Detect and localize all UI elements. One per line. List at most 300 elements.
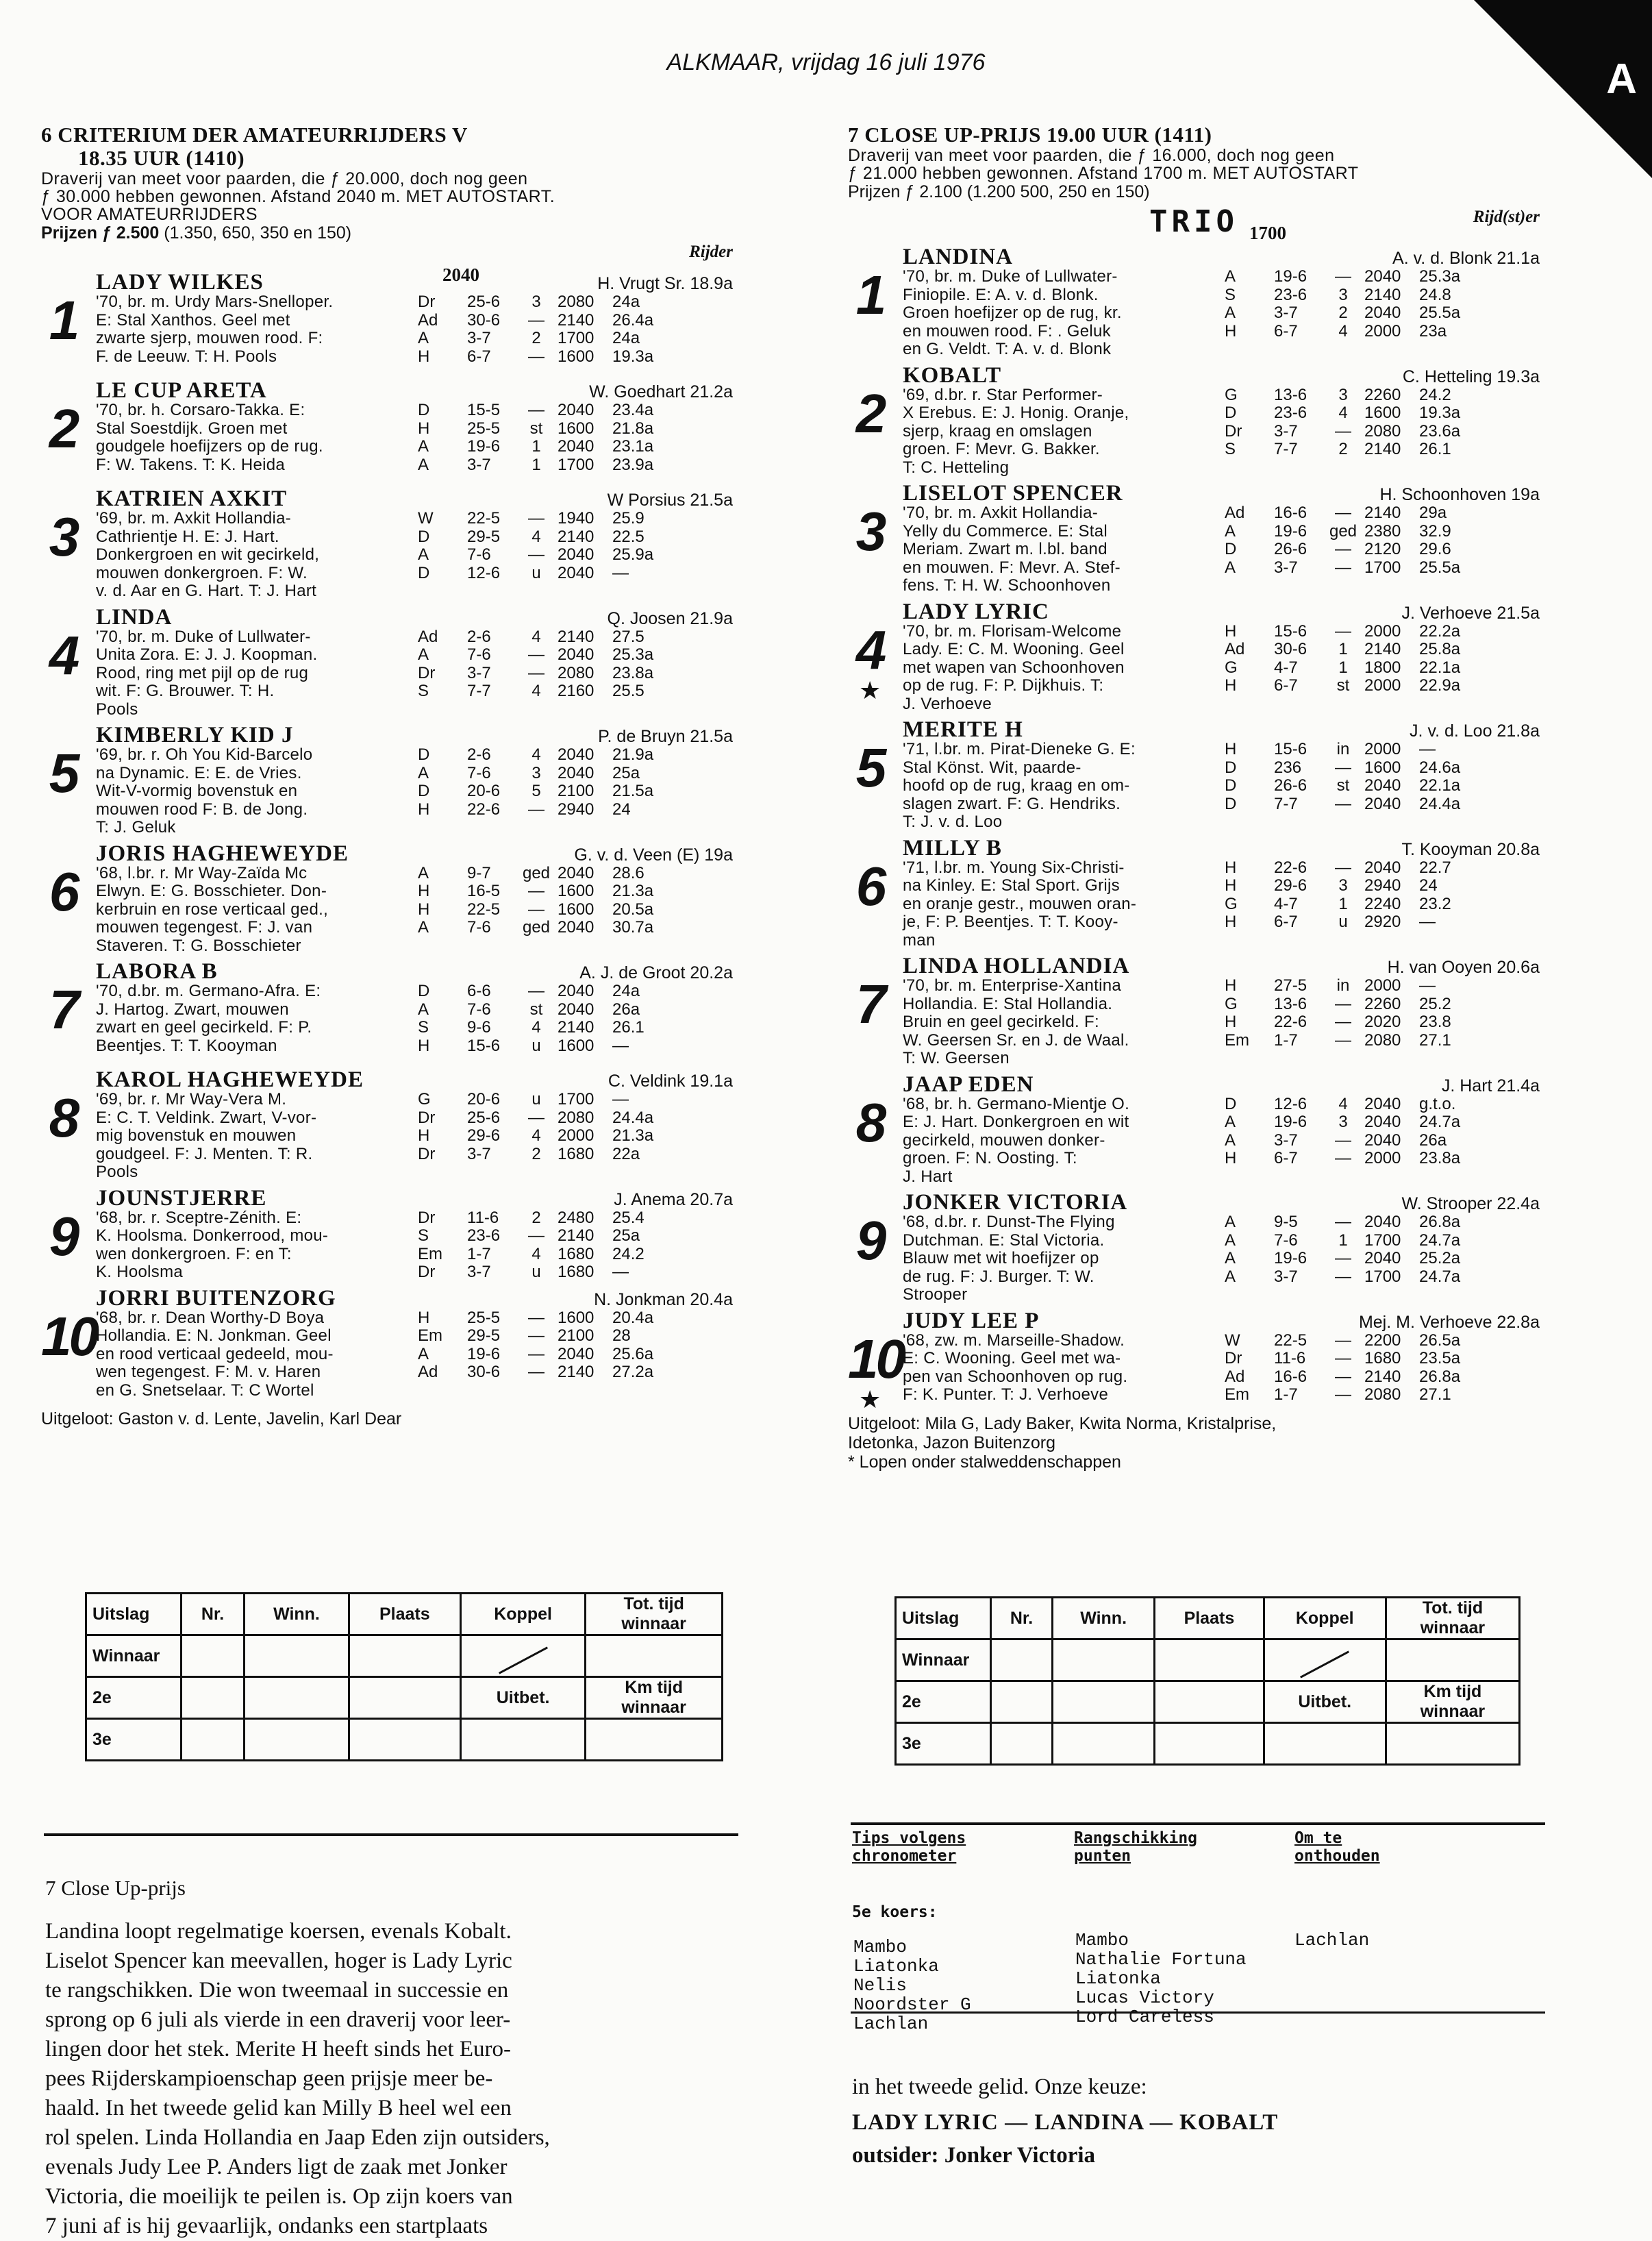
form-cell: 4 [1338, 404, 1348, 422]
form-cell: st [529, 419, 543, 438]
form-cell: A [418, 1344, 429, 1363]
horse-name: LABORA B [96, 959, 218, 984]
col-uitslag: Uitslag [86, 1594, 182, 1635]
form-row [1225, 504, 1540, 523]
form-cell: — [1335, 421, 1351, 441]
form-cell: A [1225, 521, 1236, 541]
form-cell: G [1225, 385, 1238, 404]
horse-details [96, 401, 733, 474]
tip-item: Mambo [853, 1937, 908, 1957]
form-cell: H [418, 800, 430, 819]
horse-header [96, 1186, 733, 1209]
form-row [418, 1309, 733, 1328]
form-cell: 29-5 [467, 1326, 501, 1345]
form-cell: H [1225, 321, 1237, 341]
form-cell: 1600 [558, 882, 595, 900]
horse-details [96, 628, 733, 719]
form-cell: Ad [418, 310, 438, 330]
form-cell: D [418, 782, 430, 800]
form-cell: G [418, 1090, 431, 1109]
divider-left [44, 1833, 738, 1836]
form-cell: 2020 [1364, 1013, 1401, 1031]
form-cell: 2 [531, 1208, 541, 1227]
form-cell: 3 [1338, 285, 1348, 304]
form-cell: 6-7 [1274, 321, 1298, 341]
form-cell: 11-6 [467, 1208, 499, 1227]
form-cell: 16-6 [1274, 504, 1307, 522]
form-cell: H [1225, 913, 1237, 931]
cell[interactable] [182, 1635, 245, 1677]
description-line: Staveren. T: G. Bosschieter [96, 936, 301, 955]
description-line: mouwen tegengest. F: J. van [96, 918, 313, 937]
form-cell: 2040 [558, 1344, 595, 1363]
form-cell: — [1335, 504, 1351, 522]
form-cell: 1700 [558, 455, 595, 474]
horse-header [903, 717, 1540, 741]
tips-chronometer-list [853, 1937, 971, 2033]
row-2e: 2e [86, 1677, 182, 1719]
description-line: '70, br. m. Duke of Lullwater- [96, 627, 311, 646]
form-cell: H [1225, 858, 1237, 877]
form-row [1225, 1150, 1540, 1168]
horse-entry [848, 717, 1540, 832]
form-cell: 2040 [1364, 1094, 1401, 1113]
form-cell: 2 [531, 1144, 541, 1163]
form-cell: 2160 [558, 682, 595, 700]
rider-and-record: J. Anema 20.7a [614, 1189, 733, 1209]
form-cell: 1-7 [1274, 1385, 1298, 1404]
form-cell: 3 [1338, 385, 1348, 404]
description-line: '71, l.br. m. Pirat-Dieneke G. E: [903, 740, 1136, 758]
form-row [1225, 1332, 1540, 1350]
form-cell: Dr [418, 1144, 436, 1163]
form-cell: H [418, 900, 430, 919]
form-row [418, 528, 733, 547]
form-cell: 26.8a [1419, 1367, 1461, 1386]
form-cell: 28.6 [612, 863, 644, 882]
horse-description [96, 401, 418, 474]
description-line: '70, br. m. Enterprise-Xantina [903, 976, 1122, 995]
form-row [418, 1263, 733, 1282]
form-cell: 25.5 [612, 682, 644, 700]
form-cell: H [418, 1308, 430, 1327]
form-cell: Ad [1225, 504, 1245, 522]
description-line: Pools [96, 699, 138, 719]
form-cell: 2040 [558, 982, 595, 1000]
form-cell: 25.5a [1419, 558, 1461, 577]
cell[interactable] [991, 1681, 1053, 1723]
form-cell: 9-6 [467, 1018, 491, 1037]
description-line: Cathrientje H. E: J. Hart. [96, 527, 279, 546]
corner-letter: A [1606, 55, 1637, 103]
form-cell: 2040 [558, 1000, 595, 1019]
form-cell: D [1225, 540, 1237, 558]
cell[interactable] [1053, 1639, 1155, 1681]
form-cell: ged [522, 918, 551, 937]
horse-entry [41, 959, 733, 1055]
form-cell: Dr [1225, 1349, 1242, 1367]
description-line: mouwen donkergroen. F: W. [96, 563, 308, 582]
form-row [418, 982, 733, 1001]
form-cell: 4 [531, 745, 541, 764]
uitbet-label: Uitbet. [460, 1677, 585, 1719]
recent-form [1225, 741, 1540, 832]
cell[interactable] [1386, 1639, 1519, 1681]
cell[interactable] [586, 1719, 723, 1761]
form-row [418, 1037, 733, 1056]
horse-details [96, 1209, 733, 1282]
tips-points-list [1075, 1931, 1247, 2027]
recent-form [418, 1091, 733, 1182]
horse-entry [848, 954, 1540, 1068]
cell[interactable] [1053, 1681, 1155, 1723]
form-cell: 2040 [558, 401, 595, 419]
cell[interactable] [1155, 1681, 1264, 1723]
col-plaats: Plaats [349, 1594, 460, 1635]
commentary-line: pees Rijderskampioenschap geen prijsje meer be- [45, 2066, 493, 2091]
form-cell: 27-5 [1274, 976, 1307, 995]
description-line: met wapen van Schoonhoven [903, 658, 1125, 677]
form-cell: 25a [612, 763, 640, 782]
form-cell: 23.8a [612, 663, 654, 682]
form-row [418, 1091, 733, 1109]
horse-name: KIMBERLY KID J [96, 723, 294, 747]
form-row [1225, 559, 1540, 578]
race7-drawn-out-1: Uitgeloot: Mila G, Lady Baker, Kwita Norma, Kristalprise, [848, 1413, 1277, 1433]
tip-item: Lucas Victory [1075, 1988, 1214, 2008]
cell[interactable] [991, 1639, 1053, 1681]
rider-and-record: J. v. d. Loo 21.8a [1410, 721, 1540, 741]
form-row [418, 401, 733, 420]
form-cell: 25.8a [1419, 640, 1461, 658]
form-cell: 3 [531, 763, 541, 782]
form-cell: 2040 [1364, 267, 1401, 286]
form-cell: 7-7 [1274, 794, 1298, 813]
col-koppel: Koppel [460, 1594, 585, 1635]
form-row [1225, 1250, 1540, 1268]
form-cell: S [1225, 285, 1236, 304]
form-cell: 4 [1338, 321, 1348, 341]
form-cell: 25.3a [612, 645, 654, 664]
form-cell: — [1335, 540, 1351, 558]
form-row [418, 765, 733, 783]
race7-stable-bet-note: * Lopen onder stalweddenschappen [848, 1452, 1121, 1472]
form-cell: 2000 [1364, 1149, 1401, 1167]
start-number: 8 [855, 1091, 884, 1153]
cell[interactable] [182, 1677, 245, 1719]
horse-name: KATRIEN AXKIT [96, 486, 288, 511]
form-row [1225, 1268, 1540, 1287]
description-line: Hollandia. E: N. Jonkman. Geel [96, 1326, 331, 1345]
horse-header [96, 1286, 733, 1309]
commentary-line: te rangschikken. Die won tweemaal in successie en [45, 1978, 509, 2003]
form-cell: 2140 [558, 1363, 595, 1381]
form-cell: 22.5 [612, 527, 644, 546]
form-cell: 1-7 [1274, 1030, 1298, 1050]
horse-details [96, 293, 733, 366]
col-tot-tijd: Tot. tijd winnaar [586, 1594, 723, 1635]
form-row [418, 1227, 733, 1246]
form-cell: A [1225, 1130, 1236, 1150]
form-row [1225, 286, 1540, 305]
form-cell: 1600 [558, 347, 595, 366]
form-cell: 4 [1338, 1094, 1348, 1113]
form-cell: H [418, 1126, 430, 1145]
form-cell: 21.5a [612, 782, 654, 800]
form-cell: 25-5 [467, 419, 501, 438]
form-row [418, 919, 733, 937]
form-cell: 2140 [558, 1018, 595, 1037]
description-line: X Erebus. E: J. Honig. Oranje, [903, 404, 1129, 422]
form-cell: W [418, 509, 434, 528]
cell[interactable] [1155, 1639, 1264, 1681]
form-cell: 25-5 [467, 1308, 501, 1327]
form-row [1225, 677, 1540, 695]
form-cell: — [1335, 1030, 1351, 1050]
form-row [418, 546, 733, 565]
form-row [1225, 795, 1540, 814]
form-row [418, 901, 733, 919]
horse-entry [848, 363, 1540, 478]
form-cell: 2380 [1364, 521, 1401, 541]
form-cell: Dr [418, 1263, 436, 1281]
form-row [418, 682, 733, 701]
form-cell: 24a [612, 329, 640, 347]
description-line: K. Hoolsma. Donkerrood, mou- [96, 1226, 329, 1245]
horse-name: KAROL HAGHEWEYDE [96, 1067, 364, 1092]
rider-and-record: N. Jonkman 20.4a [594, 1289, 733, 1309]
commentary-line: rol spelen. Linda Hollandia en Jaap Eden zijn outsiders, [45, 2125, 550, 2150]
form-cell: Em [1225, 1385, 1249, 1404]
description-line: goudgeel. F: J. Menten. T: R. [96, 1144, 313, 1163]
form-cell: 21.3a [612, 1126, 654, 1145]
form-cell: G [1225, 994, 1238, 1013]
tip-item: Liatonka [1075, 1968, 1161, 1989]
cell[interactable] [1264, 1723, 1386, 1765]
description-line: en G. Snetselaar. T: C Wortel [96, 1380, 314, 1400]
km-tijd-label: Km tijd winnaar [586, 1677, 723, 1719]
start-number: 10 [848, 1328, 903, 1389]
description-line: Hollandia. E: Stal Hollandia. [903, 994, 1113, 1013]
choice-outsider: outsider: Jonker Victoria [852, 2143, 1096, 2168]
cell[interactable] [245, 1719, 349, 1761]
rider-and-record: W. Goedhart 21.2a [589, 382, 733, 401]
form-cell: S [418, 682, 429, 700]
form-cell: 25-6 [467, 1108, 501, 1127]
form-cell: 12-6 [467, 563, 501, 582]
description-line: Groen hoefijzer op de rug, kr. [903, 304, 1122, 322]
form-row [1225, 1368, 1540, 1387]
form-cell: — [1335, 1367, 1351, 1386]
description-line: man [903, 930, 936, 950]
trio-label: TRIO [1149, 204, 1238, 239]
horse-name: JORRI BUITENZORG [96, 1285, 336, 1311]
cell[interactable] [1053, 1723, 1155, 1765]
form-cell: 2080 [1364, 1030, 1401, 1050]
horse-description [903, 1332, 1225, 1404]
race6-entries [41, 270, 733, 1400]
form-cell: 23.4a [612, 401, 654, 419]
form-cell: 1 [1338, 658, 1348, 677]
form-row [1225, 1132, 1540, 1150]
form-cell: 22.1a [1419, 658, 1461, 677]
form-row [418, 746, 733, 765]
form-cell: 1700 [558, 329, 595, 347]
cell[interactable] [245, 1677, 349, 1719]
form-cell: 7-6 [467, 545, 491, 564]
cell[interactable] [991, 1723, 1053, 1765]
horse-description [96, 1209, 418, 1282]
recent-form [418, 1209, 733, 1282]
description-line: K. Hoolsma [96, 1263, 184, 1281]
description-line: groen. F: N. Oosting. T: [903, 1149, 1077, 1167]
form-cell: — [1335, 1330, 1351, 1350]
form-cell: 23-6 [1274, 285, 1307, 304]
description-line: pen van Schoonhoven op rug. [903, 1367, 1128, 1386]
form-cell: 2240 [1364, 894, 1401, 913]
form-cell: D [418, 527, 430, 546]
description-line: fens. T: H. W. Schoonhoven [903, 576, 1111, 595]
form-cell: 2040 [1364, 1213, 1401, 1231]
horse-entry [848, 836, 1540, 950]
recent-form [418, 628, 733, 719]
form-row [418, 1146, 733, 1164]
cell[interactable] [1155, 1723, 1264, 1765]
form-cell: 21.8a [612, 419, 654, 438]
form-cell: 22-6 [467, 800, 501, 819]
form-cell: — [528, 347, 545, 366]
form-cell: 2080 [558, 663, 595, 682]
description-line: J. Verhoeve [903, 694, 992, 713]
description-line: en oranje gestr., mouwen oran- [903, 894, 1137, 913]
form-cell: u [531, 1263, 541, 1281]
form-cell: — [1335, 1130, 1351, 1150]
form-cell: 1680 [558, 1244, 595, 1263]
form-cell: 25-6 [467, 293, 501, 311]
description-line: na Dynamic. E: E. de Vries. [96, 763, 302, 782]
horse-details [96, 865, 733, 956]
rider-column-label: Rijd(st)er [1473, 208, 1540, 226]
race6-time: 18.35 UUR (1410) [78, 146, 245, 170]
cell[interactable] [349, 1635, 460, 1677]
rider-and-record: H. van Ooyen 20.6a [1387, 958, 1540, 977]
form-cell: 3-7 [1274, 1130, 1298, 1150]
form-cell: ged [1329, 521, 1357, 541]
race7-conditions-1: Draverij van meet voor paarden, die ƒ 16.000, doch nog geen [848, 146, 1335, 165]
form-cell: 2 [1338, 440, 1348, 458]
form-cell: 2000 [558, 1126, 595, 1145]
form-row [1225, 386, 1540, 405]
description-line: en G. Veldt. T: A. v. d. Blonk [903, 340, 1112, 358]
description-line: '68, br. r. Sceptre-Zénith. E: [96, 1208, 302, 1227]
cell[interactable] [349, 1677, 460, 1719]
cell[interactable] [586, 1635, 723, 1677]
race6-prizes: Prijzen ƒ 2.500 (1.350, 650, 350 en 150) [41, 223, 352, 243]
choice-picks: LADY LYRIC — LANDINA — KOBALT [852, 2110, 1279, 2135]
form-row [1225, 895, 1540, 914]
cell[interactable] [349, 1719, 460, 1761]
horse-header [96, 959, 733, 982]
description-line: goudgele hoefijzers op de rug. [96, 437, 323, 456]
form-cell: — [612, 563, 629, 582]
form-cell: — [1335, 758, 1351, 777]
start-number: 4 [855, 619, 884, 680]
horse-details [96, 1091, 733, 1182]
form-cell: 2040 [1364, 304, 1401, 322]
form-cell: 2940 [1364, 876, 1401, 895]
form-cell: — [1335, 621, 1351, 641]
description-line: de rug. F: J. Burger. T: W. [903, 1267, 1094, 1286]
form-cell: Ad [418, 627, 438, 646]
start-number: 10 [41, 1305, 97, 1367]
recent-form [1225, 504, 1540, 595]
horse-header [903, 245, 1540, 268]
form-cell: 1600 [558, 1308, 595, 1327]
form-cell: — [1335, 1149, 1351, 1167]
koppel-slash-cell[interactable] [1264, 1639, 1386, 1681]
form-cell: — [1419, 740, 1436, 758]
description-line: J. Hart [903, 1167, 953, 1186]
form-cell: 1700 [558, 1090, 595, 1109]
form-cell: 13-6 [1274, 994, 1307, 1013]
form-cell: — [612, 1263, 629, 1281]
horse-entry [848, 599, 1540, 714]
tips-remember-heading: Om te onthouden [1294, 1829, 1380, 1865]
form-cell: A [1225, 1113, 1236, 1131]
description-line: J. Hartog. Zwart, mouwen [96, 1000, 289, 1019]
form-cell: 2040 [558, 745, 595, 764]
form-row [418, 1109, 733, 1128]
horse-entry [41, 605, 733, 719]
form-cell: 5 [531, 782, 541, 800]
rider-and-record: G. v. d. Veen (E) 19a [574, 845, 733, 865]
description-line: gecirkeld, mouwen donker- [903, 1130, 1105, 1150]
form-cell: 2040 [1364, 794, 1401, 813]
form-cell: 29.6 [1419, 540, 1451, 558]
form-cell: 3-7 [467, 663, 491, 682]
cell[interactable] [460, 1719, 585, 1761]
form-cell: 20-6 [467, 1090, 501, 1109]
description-line: zwarte sjerp, mouwen rood. F: [96, 329, 323, 347]
form-cell: 2260 [1364, 994, 1401, 1013]
form-cell: — [1335, 1267, 1351, 1286]
race7-conditions-2: ƒ 21.000 hebben gewonnen. Afstand 1700 m. MET AUTOSTART [848, 164, 1359, 183]
form-cell: 1 [531, 455, 541, 474]
form-cell: 19-6 [1274, 267, 1307, 286]
tip-item: Liatonka [853, 1956, 939, 1977]
form-cell: H [1225, 1149, 1237, 1167]
form-cell: 3 [531, 293, 541, 311]
description-line: T: W. Geersen [903, 1049, 1010, 1067]
description-line: Unita Zora. E: J. J. Koopman. [96, 645, 318, 664]
cell[interactable] [182, 1719, 245, 1761]
description-line: hoofd op de rug, kraag en om- [903, 776, 1130, 795]
form-cell: u [531, 1090, 541, 1109]
tips-race-label: 5e koers: [852, 1903, 938, 1921]
dateline: ALKMAAR, vrijdag 16 juli 1976 [666, 49, 986, 75]
koppel-slash-cell[interactable] [460, 1635, 585, 1677]
form-cell: 4 [531, 1126, 541, 1145]
form-cell: 2140 [1364, 440, 1401, 458]
horse-name: JOUNSTJERRE [96, 1185, 267, 1211]
form-cell: 1 [531, 437, 541, 456]
description-line: F. de Leeuw. T: H. Pools [96, 347, 277, 366]
cell[interactable] [1386, 1723, 1519, 1765]
cell[interactable] [245, 1635, 349, 1677]
form-cell: — [1419, 976, 1436, 995]
horse-name: JONKER VICTORIA [903, 1190, 1128, 1215]
form-cell: A [418, 1000, 429, 1019]
